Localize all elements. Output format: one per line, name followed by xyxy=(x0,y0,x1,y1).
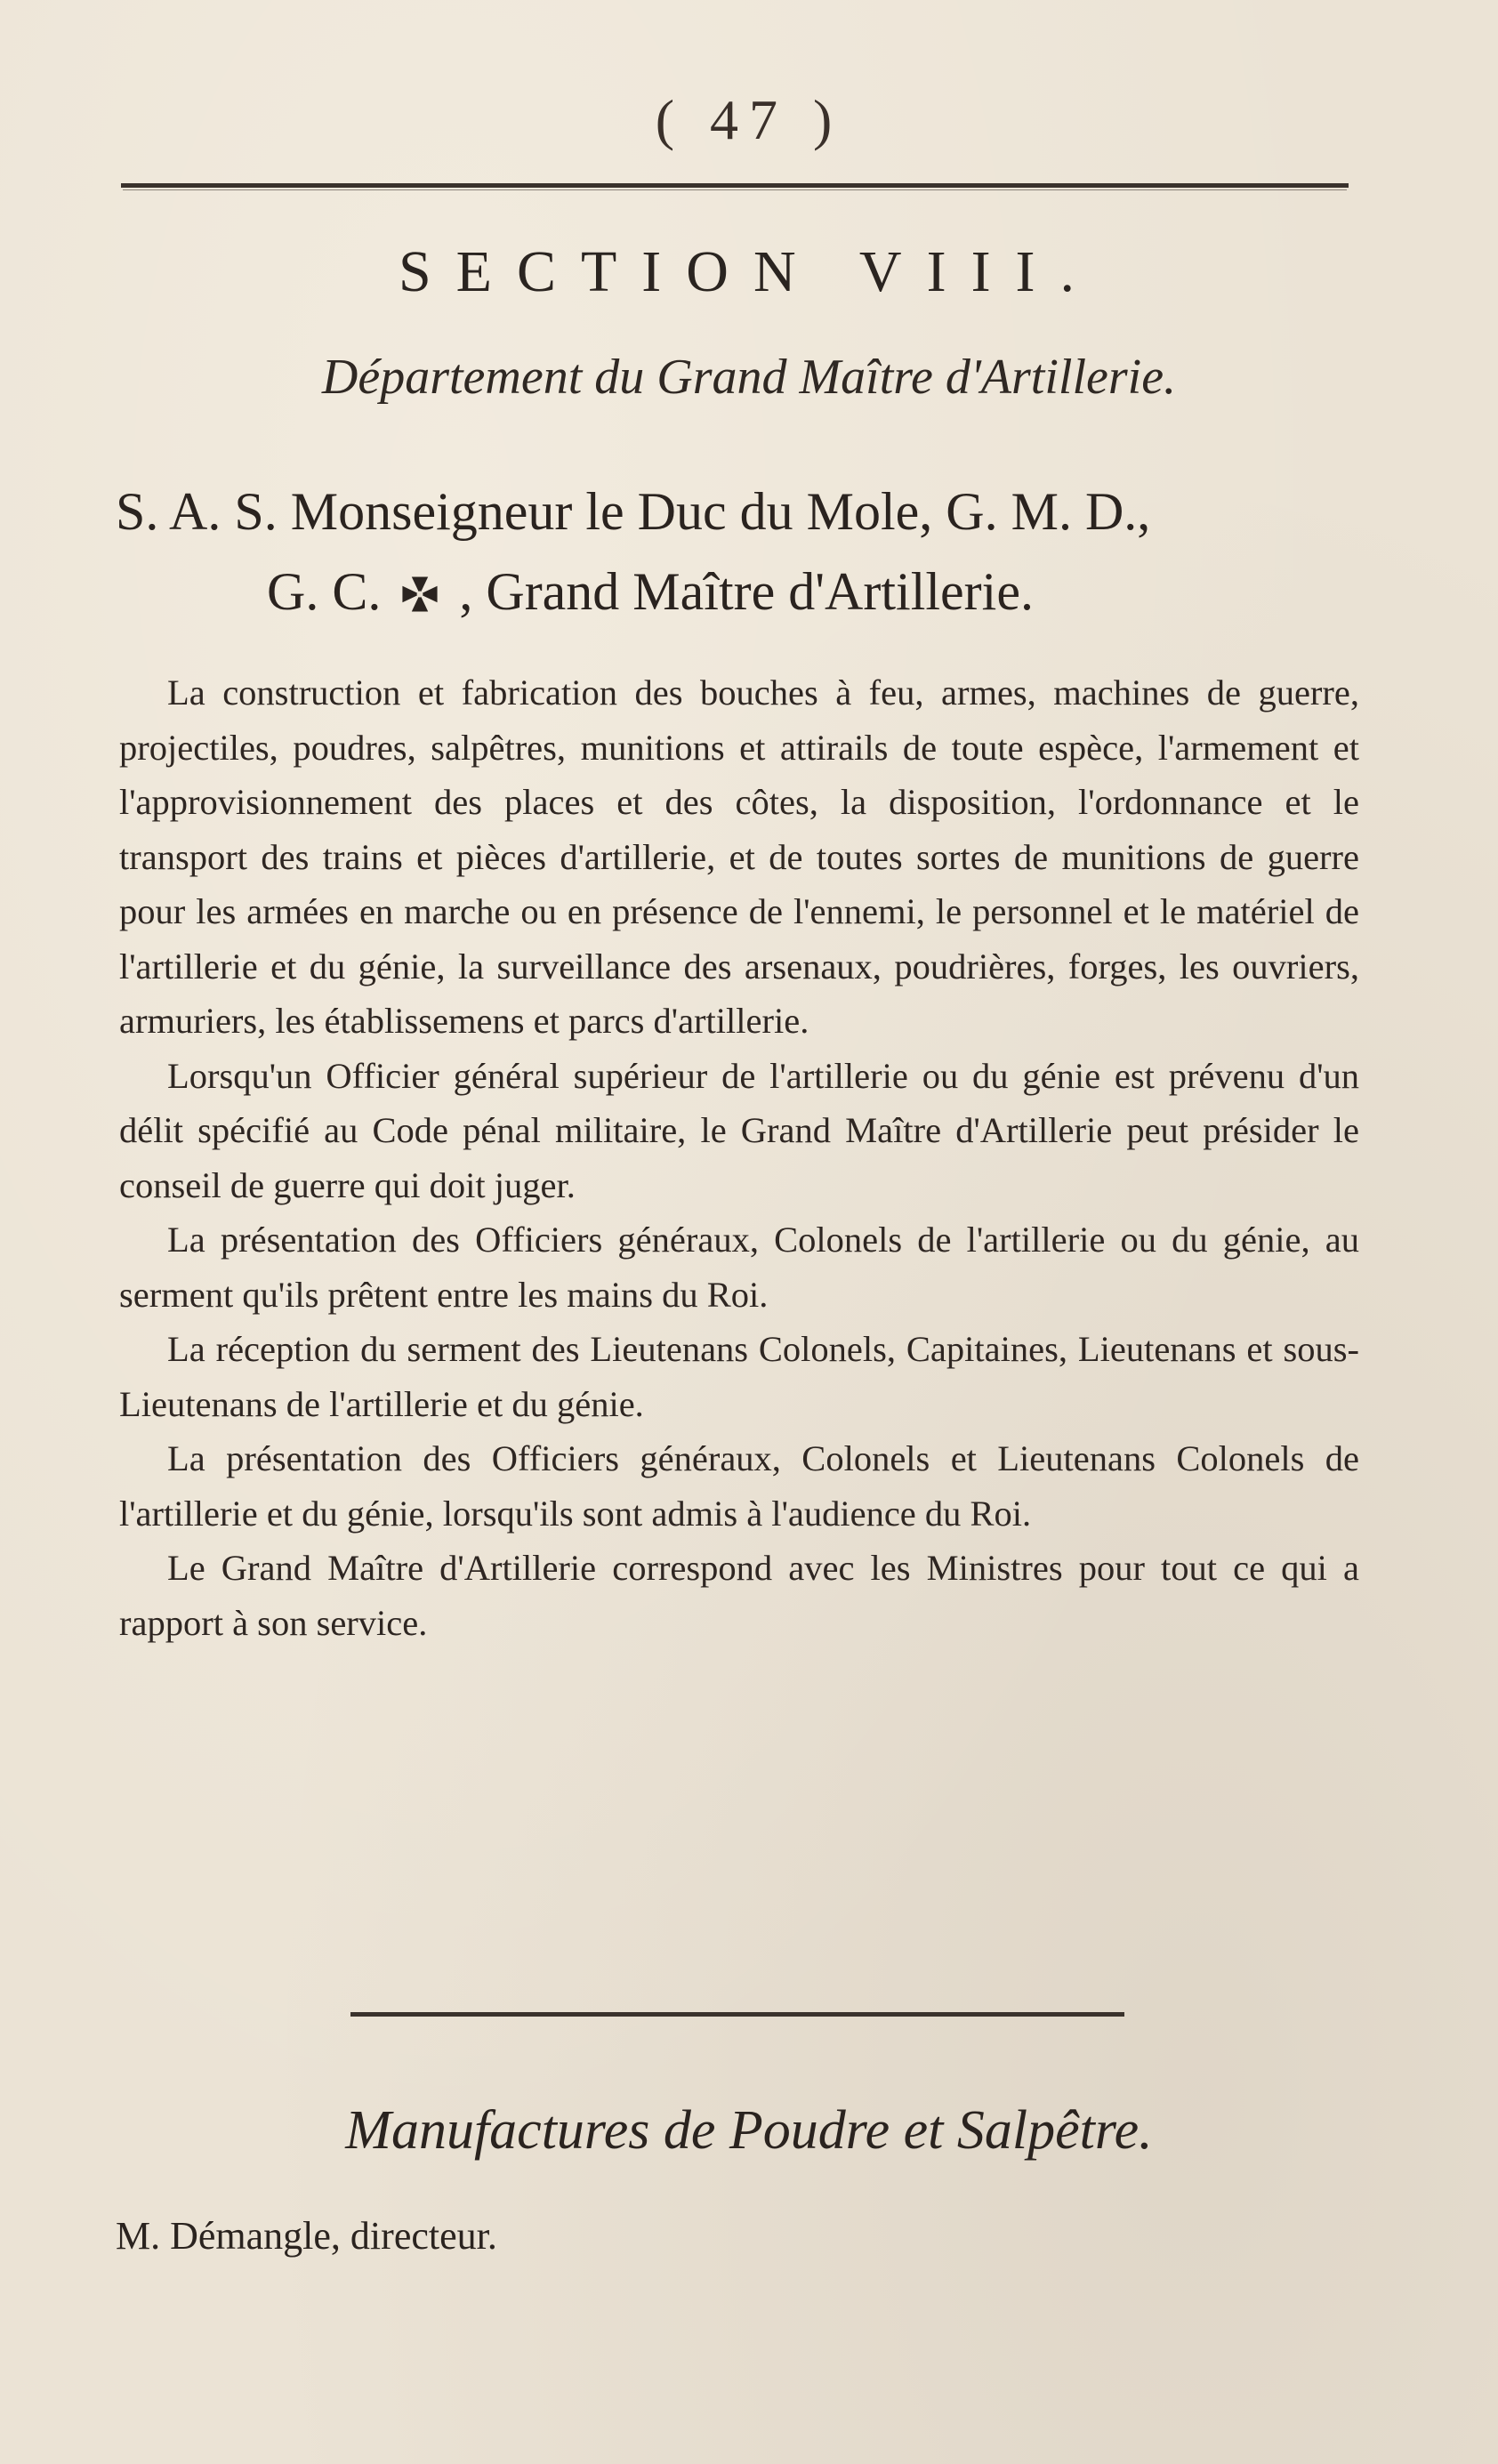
section-title: SECTION VIII. xyxy=(398,239,1100,304)
paragraph-correspondence: Le Grand Maître d'Artillerie correspond avec les Ministres pour tout ce qui a rapport à son service. xyxy=(119,1548,1359,1643)
paragraph-council: Lorsqu'un Officier général supérieur de l'artillerie ou du génie est prévenu d'un délit spécifié au Code pénal militaire, le Grand Maître d'Artillerie peut présider le conseil de guerre qui doit juger. xyxy=(119,1055,1359,1205)
page-number: ( 47 ) xyxy=(655,88,843,151)
manufactures-heading: Manufactures de Poudre et Salpêtre. xyxy=(345,2100,1153,2161)
office-holder-prefix: G. C. xyxy=(267,562,382,621)
body-text xyxy=(119,665,1359,1650)
paragraph-duties: La construction et fabrication des bouches à feu, armes, machines de guerre, projectiles, poudres, salpêtres, munitions et attirails de toute espèce, l'armement et l'approvisionnement des places et des côtes, la disposition, l'ordonnance et le transport des trains et pièces d'artillerie, et de toutes sortes de munitions de guerre pour les armées en marche ou en présence de l'ennemi, le personnel et le matériel de l'artillerie et du génie, la surveillance des arsenaux, poudrières, forges, les ouvriers, armuriers, les établissemens et parcs d'artillerie. xyxy=(119,672,1359,1041)
maltese-cross-icon xyxy=(399,574,440,615)
director-line: M. Démangle, directeur. xyxy=(116,2214,497,2258)
office-holder xyxy=(116,471,1361,632)
paragraph-presentation-oath: La présentation des Officiers généraux, Colonels de l'artillerie ou du génie, au serment qu'ils prêtent entre les mains du Roi. xyxy=(119,1220,1359,1315)
section-divider xyxy=(350,2012,1124,2017)
office-holder-suffix: , Grand Maître d'Artillerie. xyxy=(459,562,1034,621)
paragraph-audience: La présentation des Officiers généraux, Colonels et Lieutenans Colonels de l'artillerie et du génie, lorsqu'ils sont admis à l'audience du Roi. xyxy=(119,1438,1359,1534)
top-rule xyxy=(121,183,1349,188)
department-heading: Département du Grand Maître d'Artillerie. xyxy=(321,350,1177,405)
office-holder-line-1: S. A. S. Monseigneur le Duc du Mole, G. M. D., xyxy=(116,482,1151,541)
paragraph-reception-oath: La réception du serment des Lieutenans Colonels, Capitaines, Lieutenans et sous-Lieutenans de l'artillerie et du génie. xyxy=(119,1329,1359,1424)
office-holder-line-2 xyxy=(116,552,1361,632)
